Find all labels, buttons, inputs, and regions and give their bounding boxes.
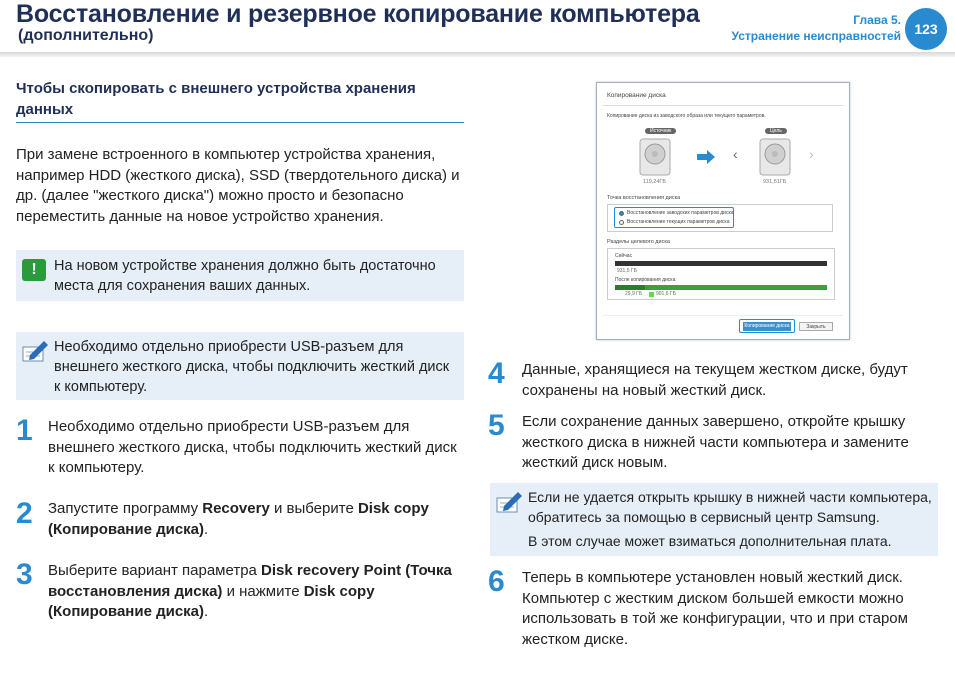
page-number-badge: 123 — [905, 8, 947, 50]
restore-point-label: Точка восстановления диска — [607, 195, 681, 201]
current-label: Сейчас — [615, 253, 633, 259]
usb-note-text: Необходимо отдельно приобрести USB-разъем для внешнего жесткого диска, чтобы подключить жесткий диск к компьютеру. — [54, 339, 450, 395]
chapter-label — [732, 12, 901, 44]
cover-note-text: Если не удается открыть крышку в нижней части компьютера, обратитесь за помощью в сервисный центр Samsung. — [528, 489, 932, 525]
exclamation-icon: ! — [22, 259, 46, 281]
option-current-label: Восстановление текущих параметров диска — [627, 219, 730, 225]
after-partition-bar — [615, 285, 827, 290]
source-size: 119,24ГБ — [643, 179, 667, 185]
prev-target-icon[interactable]: ‹ — [733, 146, 738, 162]
chapter-name: Устранение неисправностей — [731, 29, 901, 43]
step-2-text: Запустите программу Recovery и выберите Disk copy (Копирование диска). — [48, 500, 429, 538]
chapter-number: Глава 5. — [853, 13, 901, 27]
source-label: Источник — [645, 128, 676, 134]
dialog-description: Копирование диска из заводского образа или текущего параметров. — [607, 113, 766, 119]
step-4-number: 4 — [488, 357, 505, 390]
warning-note-text: На новом устройстве хранения должно быть достаточно места для сохранения ваших данных. — [54, 258, 436, 294]
page-subtitle: (дополнительно) — [18, 27, 154, 44]
step-6-text: Теперь в компьютере установлен новый жесткий диск. Компьютер с жестким диском большей емкости можно использовать в той же конфигурации, что и при старом жестком диске. — [522, 569, 908, 648]
current-partition-bar — [615, 261, 827, 266]
after-copy-label: После копирования диска — [615, 277, 676, 283]
header-divider — [0, 52, 955, 57]
page-title: Восстановление и резервное копирование компьютера — [16, 0, 700, 28]
next-target-icon[interactable]: › — [809, 146, 814, 162]
option-factory-radio[interactable] — [619, 211, 624, 216]
option-factory-label: Восстановление заводских параметров диска — [627, 210, 734, 216]
step-6-number: 6 — [488, 565, 505, 598]
step-1-text: Необходимо отдельно приобрести USB-разъем для внешнего жесткого диска, чтобы подключить жесткий диск к компьютеру. — [48, 418, 457, 476]
dialog-title-divider — [603, 105, 843, 106]
section-title: Чтобы скопировать с внешнего устройства хранения данных — [16, 80, 416, 118]
current-size: 931,5 ГБ — [617, 268, 637, 274]
step-5-number: 5 — [488, 409, 505, 442]
pen-icon — [20, 338, 50, 364]
source-disk-icon — [639, 138, 671, 176]
disk-copy-dialog-screenshot — [596, 82, 850, 340]
step-3-text: Выберите вариант параметра Disk recovery Point (Точка восстановления диска) и нажмите Disk copy (Копирование диска). — [48, 562, 452, 620]
step-3-number: 3 — [16, 558, 33, 591]
target-disk-icon — [759, 138, 791, 176]
dialog-title: Копирование диска — [607, 92, 666, 99]
partitions-label: Разделы целевого диска — [607, 239, 670, 245]
section-divider — [16, 122, 464, 123]
step-2-number: 2 — [16, 497, 33, 530]
step-5-text: Если сохранение данных завершено, откройте крышку жесткого диска в нижней части компьютера и замените жесткий диск новым. — [522, 413, 909, 471]
target-size: 931,51ГБ — [763, 179, 787, 185]
after-size-2: 901,6 ГБ — [656, 291, 676, 297]
arrow-right-icon — [697, 150, 715, 164]
intro-paragraph: При замене встроенного в компьютер устройства хранения, например HDD (жесткого диска), SSD (твердотельного диска) и др. (далее "жесткого диска") можно просто и безопасно переместить данные на новое устройство хранения. — [16, 146, 460, 225]
option-current-radio[interactable] — [619, 220, 624, 225]
after-size-2-swatch — [649, 292, 654, 297]
target-label: Цель — [765, 128, 787, 134]
step-4-text: Данные, хранящиеся на текущем жестком диске, будут сохранены на новый жесткий диск. — [522, 361, 908, 399]
close-button[interactable]: Закрыть — [799, 322, 833, 331]
step-1-number: 1 — [16, 414, 33, 447]
after-size-1: 29,9 ГБ — [625, 291, 643, 297]
after-partition-small-bar — [615, 285, 645, 290]
dialog-footer-divider — [603, 315, 843, 316]
pen-icon — [494, 489, 524, 515]
copy-disk-button[interactable]: Копирование диска — [744, 323, 790, 329]
fee-note-text: В этом случае может взиматься дополнительная плата. — [528, 533, 892, 549]
